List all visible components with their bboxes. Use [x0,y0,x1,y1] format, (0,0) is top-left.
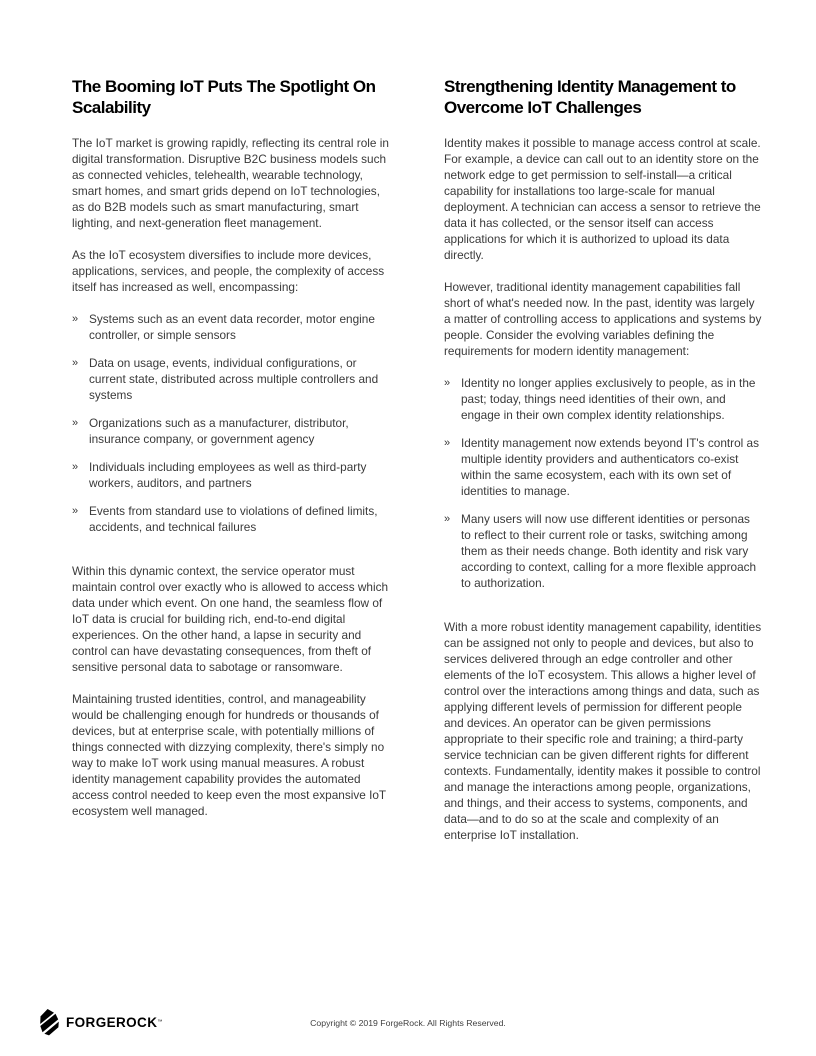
right-bullet-list [444,375,762,591]
right-heading-line-2: Overcome IoT Challenges [444,98,642,117]
bullet-text: Data on usage, events, individual configurations, or current state, distributed across multiple controllers and systems [89,356,379,402]
left-paragraph-2: As the IoT ecosystem diversifies to include more devices, applications, services, and people, the complexity of access itself has increased as well, encompassing: [72,248,385,294]
guillemet-bullet-icon: » [444,437,451,449]
guillemet-bullet-icon: » [444,377,451,389]
copyright-text: Copyright © 2019 ForgeRock. All Rights Reserved. [310,1018,506,1028]
bullet-text: Many users will now use different identities or personas to reflect to their current role or tasks, switching among them as their needs change. Both identity and risk vary according to context, calling for a more flexible approach to authorization. [461,512,757,590]
left-paragraph-3: Within this dynamic context, the service operator must maintain control over exactly who is allowed to access which data under which event. On one hand, the seamless flow of IoT data is crucial for building rich, end-to-end digital experiences. On the other hand, a lapse in security and control can have devastating consequences, from theft of sensitive personal data to sabotage or ransomware. [72,564,389,674]
list-item [72,355,390,403]
list-item [72,459,390,491]
left-heading [72,76,390,118]
left-heading-line-2: Scalability [72,98,151,117]
guillemet-bullet-icon: » [72,417,79,429]
guillemet-bullet-icon: » [72,313,79,325]
list-item [444,435,762,499]
brand-name: FORGEROCK [66,1015,158,1030]
guillemet-bullet-icon: » [72,461,79,473]
right-heading-line-1: Strengthening Identity Management to [444,77,736,96]
trademark-symbol: ™ [157,1018,163,1025]
left-bullet-list [72,311,390,535]
right-heading [444,76,762,118]
list-item [72,415,390,447]
bullet-text: Organizations such as a manufacturer, distributor, insurance company, or government agency [89,416,349,446]
bullet-text: Identity no longer applies exclusively to people, as in the past; today, things need identities of their own, and engage in their own complex identity relationships. [461,376,756,422]
list-item [72,503,390,535]
bullet-text: Events from standard use to violations of defined limits, accidents, and technical failures [89,504,378,534]
right-column [444,76,762,843]
bullet-text: Individuals including employees as well as third-party workers, auditors, and partners [89,460,367,490]
left-paragraph-4: Maintaining trusted identities, control, and manageability would be challenging enough for hundreds or thousands of devices, but at enterprise scale, with potentially millions of things connected with dizzying complexity, there's simply no way to make IoT work using manual measures. A robust identity management capability provides the automated access control needed to keep even the most expansive IoT ecosystem well managed. [72,692,386,818]
guillemet-bullet-icon: » [72,505,79,517]
list-item [444,375,762,423]
right-paragraph-3: With a more robust identity management capability, identities can be assigned not only to people and devices, but also to services delivered through an edge controller and other elements of the IoT ecosystem. This allows a higher level of control over the interactions among things and data, such as applying different levels of permission for different people and devices. An operator can be given permissions appropriate to their specific role and training; a third-party service technician can be given different rights for different contexts. Fundamentally, identity makes it possible to control and manage the interactions among people, organizations, and things, and their access to systems, components, and data—and to do so at the scale and complexity of an enterprise IoT installation. [444,620,762,842]
left-heading-line-1: The Booming IoT Puts The Spotlight On [72,77,376,96]
right-paragraph-2: However, traditional identity management capabilities fall short of what's needed now. In the past, identity was largely a matter of controlling access to applications and systems by people. Consider the evolving variables defining the requirements for modern identity management: [444,280,762,358]
left-column [72,76,390,843]
guillemet-bullet-icon: » [444,513,451,525]
bullet-text: Systems such as an event data recorder, motor engine controller, or simple sensors [89,312,375,342]
left-paragraph-1: The IoT market is growing rapidly, reflecting its central role in digital transformation. Disruptive B2C business models such as connected vehicles, telehealth, wearable technology, smart homes, and smart grids depend on IoT technologies, as do B2B models such as smart manufacturing, smart lighting, and next-generation fleet management. [72,136,389,230]
bullet-text: Identity management now extends beyond IT's control as multiple identity providers and authenticators co-exist within the same ecosystem, each with its own set of identities to manage. [461,436,759,498]
guillemet-bullet-icon: » [72,357,79,369]
list-item [444,511,762,591]
right-paragraph-1: Identity makes it possible to manage access control at scale. For example, a device can call out to an identity store on the network edge to get permission to self-install—a critical capability for installations too large-scale for manual deployment. A technician can access a sensor to retrieve the data it has collected, or the sensor itself can access applications for which it is authorized to upload its data directly. [444,136,761,262]
list-item [72,311,390,343]
